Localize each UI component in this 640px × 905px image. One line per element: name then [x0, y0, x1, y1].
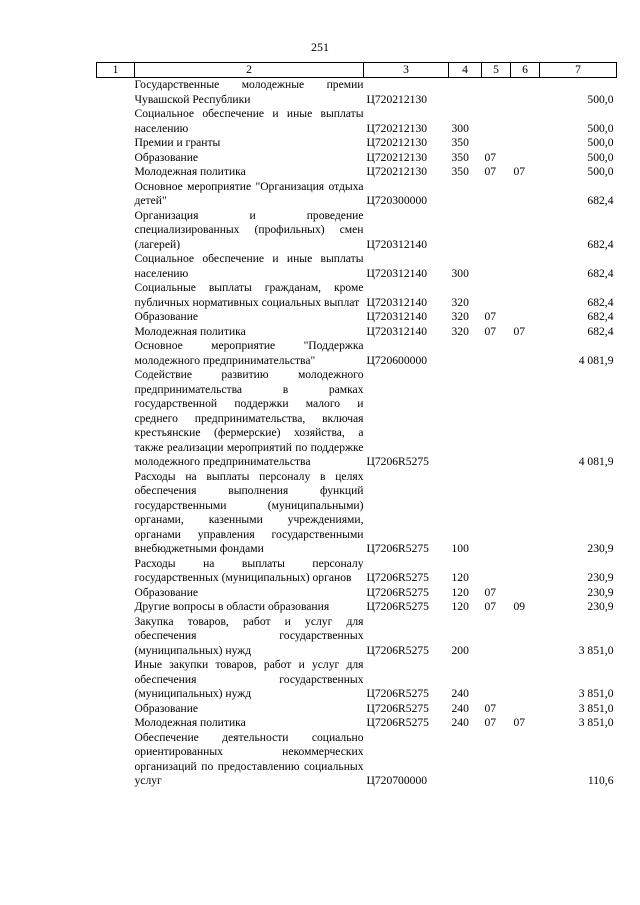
table-row [97, 151, 617, 166]
cell-amount: 682,4 [587, 324, 614, 338]
table-row [97, 325, 617, 340]
cell-amount: 3 851,0 [578, 701, 614, 715]
cell-expense-type [449, 180, 482, 209]
cell-name: Образование [134, 310, 199, 323]
cell-subsection: 07 [513, 165, 526, 178]
table-row [97, 78, 617, 108]
cell-target-code: Ц720312140 [366, 295, 428, 309]
table-header [97, 63, 617, 78]
cell-amount: 230,9 [587, 542, 614, 555]
cell-name: Другие вопросы в области образования [134, 600, 330, 613]
cell-name: Расходы на выплаты персоналу в целях обеспечения выполнения функций государственными (муниципальными) органами, казенными учреждениями, органами управления государственными внебюджетными фондами [134, 469, 364, 555]
cell-expense-type: 240 [451, 701, 469, 715]
cell-section: 07 [484, 150, 497, 164]
cell-section [482, 78, 511, 108]
table-row [97, 716, 617, 731]
cell-amount: 500,0 [587, 136, 614, 149]
cell-amount: 682,4 [587, 266, 614, 280]
table-row [97, 557, 617, 586]
cell-target-code: Ц7206R5275 [366, 542, 429, 555]
cell-expense-type: 350 [451, 136, 469, 149]
cell-subsection [511, 702, 540, 717]
cell-name: Социальное обеспечение и иные выплаты населению [134, 107, 364, 135]
cell-subsection: 09 [513, 600, 526, 613]
cell-expense-type [449, 339, 482, 368]
cell-subsection [511, 281, 540, 310]
cell-amount: 682,4 [587, 310, 614, 323]
cell-amount: 230,9 [587, 600, 614, 613]
cell-subsection [511, 368, 540, 470]
cell-expense-type: 300 [451, 266, 469, 280]
cell-name: Социальные выплаты гражданам, кроме публичных нормативных социальных выплат [134, 281, 364, 309]
cell-name: Молодежная политика [134, 716, 246, 729]
cell-expense-type: 200 [451, 643, 469, 657]
cell-target-code: Ц720212130 [366, 92, 428, 106]
cell-section: 07 [484, 165, 497, 178]
cell-section [482, 136, 511, 151]
cell-amount: 500,0 [587, 121, 614, 135]
cell-amount: 4 081,9 [578, 353, 614, 367]
cell-index [97, 716, 135, 731]
cell-target-code: Ц720300000 [366, 194, 428, 207]
table-row [97, 281, 617, 310]
cell-index [97, 339, 135, 368]
cell-subsection [511, 658, 540, 702]
cell-target-code: Ц7206R5275 [366, 687, 429, 700]
cell-section [482, 557, 511, 586]
cell-subsection: 07 [513, 324, 526, 338]
cell-index [97, 731, 135, 789]
cell-target-code: Ц720212130 [366, 165, 428, 178]
header-col-5: 5 [482, 63, 511, 78]
cell-amount: 3 851,0 [578, 643, 614, 657]
cell-expense-type [449, 368, 482, 470]
cell-subsection [511, 310, 540, 325]
table-row [97, 600, 617, 615]
table-row [97, 586, 617, 601]
cell-subsection: 07 [513, 716, 526, 729]
cell-name: Государственные молодежные премии Чувашской Республики [134, 78, 364, 106]
cell-expense-type: 350 [451, 150, 469, 164]
cell-index [97, 702, 135, 717]
cell-name: Молодежная политика [134, 324, 246, 338]
cell-expense-type: 350 [451, 165, 469, 178]
cell-index [97, 368, 135, 470]
cell-subsection [511, 78, 540, 108]
cell-section [482, 658, 511, 702]
header-col-7: 7 [540, 63, 617, 78]
cell-index [97, 470, 135, 557]
cell-target-code: Ц7206R5275 [366, 716, 429, 729]
cell-expense-type: 320 [451, 324, 469, 338]
cell-index [97, 107, 135, 136]
cell-subsection [511, 151, 540, 166]
cell-target-code: Ц720212130 [366, 121, 428, 135]
header-row [97, 63, 617, 78]
cell-amount: 3 851,0 [578, 716, 614, 729]
cell-section: 07 [484, 310, 497, 323]
cell-name: Иные закупки товаров, работ и услуг для обеспечения государственных (муниципальных) нужд [134, 658, 364, 700]
cell-name: Образование [134, 585, 199, 599]
cell-section [482, 731, 511, 789]
table-row [97, 252, 617, 281]
cell-index [97, 180, 135, 209]
cell-target-code: Ц720700000 [366, 774, 428, 787]
cell-name: Обеспечение деятельности социально ориентированных некоммерческих организаций по предоставлению социальных услуг [134, 730, 364, 787]
table-row [97, 310, 617, 325]
cell-expense-type: 120 [451, 600, 469, 613]
table-row [97, 165, 617, 180]
cell-amount: 500,0 [587, 165, 614, 178]
cell-name: Организация и проведение специализированных (профильных) смен (лагерей) [134, 208, 364, 251]
cell-subsection [511, 252, 540, 281]
cell-expense-type [449, 78, 482, 108]
cell-name: Образование [134, 701, 199, 715]
cell-target-code: Ц720312140 [366, 324, 428, 338]
cell-index [97, 209, 135, 253]
cell-target-code: Ц7206R5275 [366, 643, 429, 657]
cell-subsection [511, 180, 540, 209]
cell-target-code: Ц7206R5275 [366, 585, 429, 599]
cell-amount: 110,6 [587, 774, 614, 787]
cell-section [482, 281, 511, 310]
cell-index [97, 78, 135, 108]
cell-target-code: Ц7206R5275 [366, 701, 429, 715]
cell-index [97, 165, 135, 180]
cell-subsection [511, 339, 540, 368]
cell-subsection [511, 209, 540, 253]
cell-name: Основное мероприятие "Поддержка молодежного предпринимательства" [134, 339, 364, 367]
cell-expense-type: 300 [451, 121, 469, 135]
cell-name: Основное мероприятие "Организация отдыха детей" [134, 179, 364, 207]
cell-section [482, 252, 511, 281]
cell-amount: 682,4 [587, 194, 614, 207]
cell-section: 07 [484, 585, 497, 599]
cell-target-code: Ц7206R5275 [366, 571, 429, 584]
cell-section: 07 [484, 324, 497, 338]
cell-amount: 682,4 [587, 237, 614, 251]
cell-subsection [511, 615, 540, 659]
table-row [97, 731, 617, 789]
cell-target-code: Ц720312140 [366, 310, 428, 323]
cell-expense-type: 240 [451, 716, 469, 729]
cell-subsection [511, 586, 540, 601]
page-number: 251 [311, 40, 329, 54]
cell-amount: 3 851,0 [578, 687, 614, 700]
cell-expense-type [449, 731, 482, 789]
header-col-4: 4 [449, 63, 482, 78]
table-row [97, 470, 617, 557]
budget-table [96, 62, 617, 789]
cell-amount: 500,0 [587, 92, 614, 106]
cell-name: Расходы на выплаты персоналу государственных (муниципальных) органов [134, 556, 364, 584]
cell-amount: 230,9 [587, 571, 614, 584]
cell-expense-type: 100 [451, 542, 469, 555]
cell-section: 07 [484, 716, 497, 729]
cell-section [482, 368, 511, 470]
table-row [97, 368, 617, 470]
cell-subsection [511, 107, 540, 136]
cell-section [482, 339, 511, 368]
table-row [97, 702, 617, 717]
table-row [97, 339, 617, 368]
cell-amount: 230,9 [587, 585, 614, 599]
cell-name: Молодежная политика [134, 165, 246, 178]
cell-section [482, 107, 511, 136]
header-col-1: 1 [97, 63, 135, 78]
cell-target-code: Ц720212130 [366, 150, 428, 164]
cell-section: 07 [484, 701, 497, 715]
header-col-2: 2 [135, 63, 364, 78]
cell-subsection [511, 136, 540, 151]
cell-expense-type [449, 209, 482, 253]
cell-subsection [511, 731, 540, 789]
cell-index [97, 252, 135, 281]
cell-index [97, 586, 135, 601]
header-col-3: 3 [364, 63, 449, 78]
table-body [97, 78, 617, 789]
cell-target-code: Ц720212130 [366, 136, 428, 149]
table-row [97, 136, 617, 151]
cell-expense-type: 240 [451, 687, 469, 700]
cell-index [97, 615, 135, 659]
cell-index [97, 557, 135, 586]
cell-amount: 500,0 [587, 150, 614, 164]
cell-section [482, 180, 511, 209]
table-row [97, 180, 617, 209]
cell-section: 07 [484, 600, 497, 613]
cell-expense-type: 120 [451, 571, 469, 584]
cell-expense-type: 120 [451, 585, 469, 599]
cell-expense-type: 320 [451, 310, 469, 323]
cell-section [482, 209, 511, 253]
cell-index [97, 658, 135, 702]
table-row [97, 658, 617, 702]
cell-subsection [511, 470, 540, 557]
cell-target-code: Ц720600000 [366, 353, 428, 367]
cell-target-code: Ц7206R5275 [366, 600, 429, 613]
cell-index [97, 151, 135, 166]
header-col-6: 6 [511, 63, 540, 78]
cell-index [97, 325, 135, 340]
table-row [97, 615, 617, 659]
cell-target-code: Ц7206R5275 [366, 455, 429, 468]
cell-name: Социальное обеспечение и иные выплаты населению [134, 252, 364, 280]
table-row [97, 107, 617, 136]
cell-subsection [511, 557, 540, 586]
cell-amount: 4 081,9 [578, 455, 614, 468]
cell-index [97, 136, 135, 151]
cell-name: Образование [134, 150, 199, 164]
cell-index [97, 281, 135, 310]
cell-name: Премии и гранты [134, 136, 221, 149]
cell-section [482, 615, 511, 659]
cell-name: Содействие развитию молодежного предпринимательства в рамках государственной поддержки малого и среднего предпринимательства, включая крестьянские (фермерские) хозяйства, а также реализации мероприятий по поддержке молодежного предпринимательства [134, 368, 364, 468]
cell-target-code: Ц720312140 [366, 266, 428, 280]
cell-name: Закупка товаров, работ и услуг для обеспечения государственных (муниципальных) нужд [134, 614, 364, 657]
cell-target-code: Ц720312140 [366, 237, 428, 251]
cell-index [97, 310, 135, 325]
table-row [97, 209, 617, 253]
cell-index [97, 600, 135, 615]
cell-section [482, 470, 511, 557]
cell-expense-type: 320 [451, 295, 469, 309]
cell-amount: 682,4 [587, 295, 614, 309]
